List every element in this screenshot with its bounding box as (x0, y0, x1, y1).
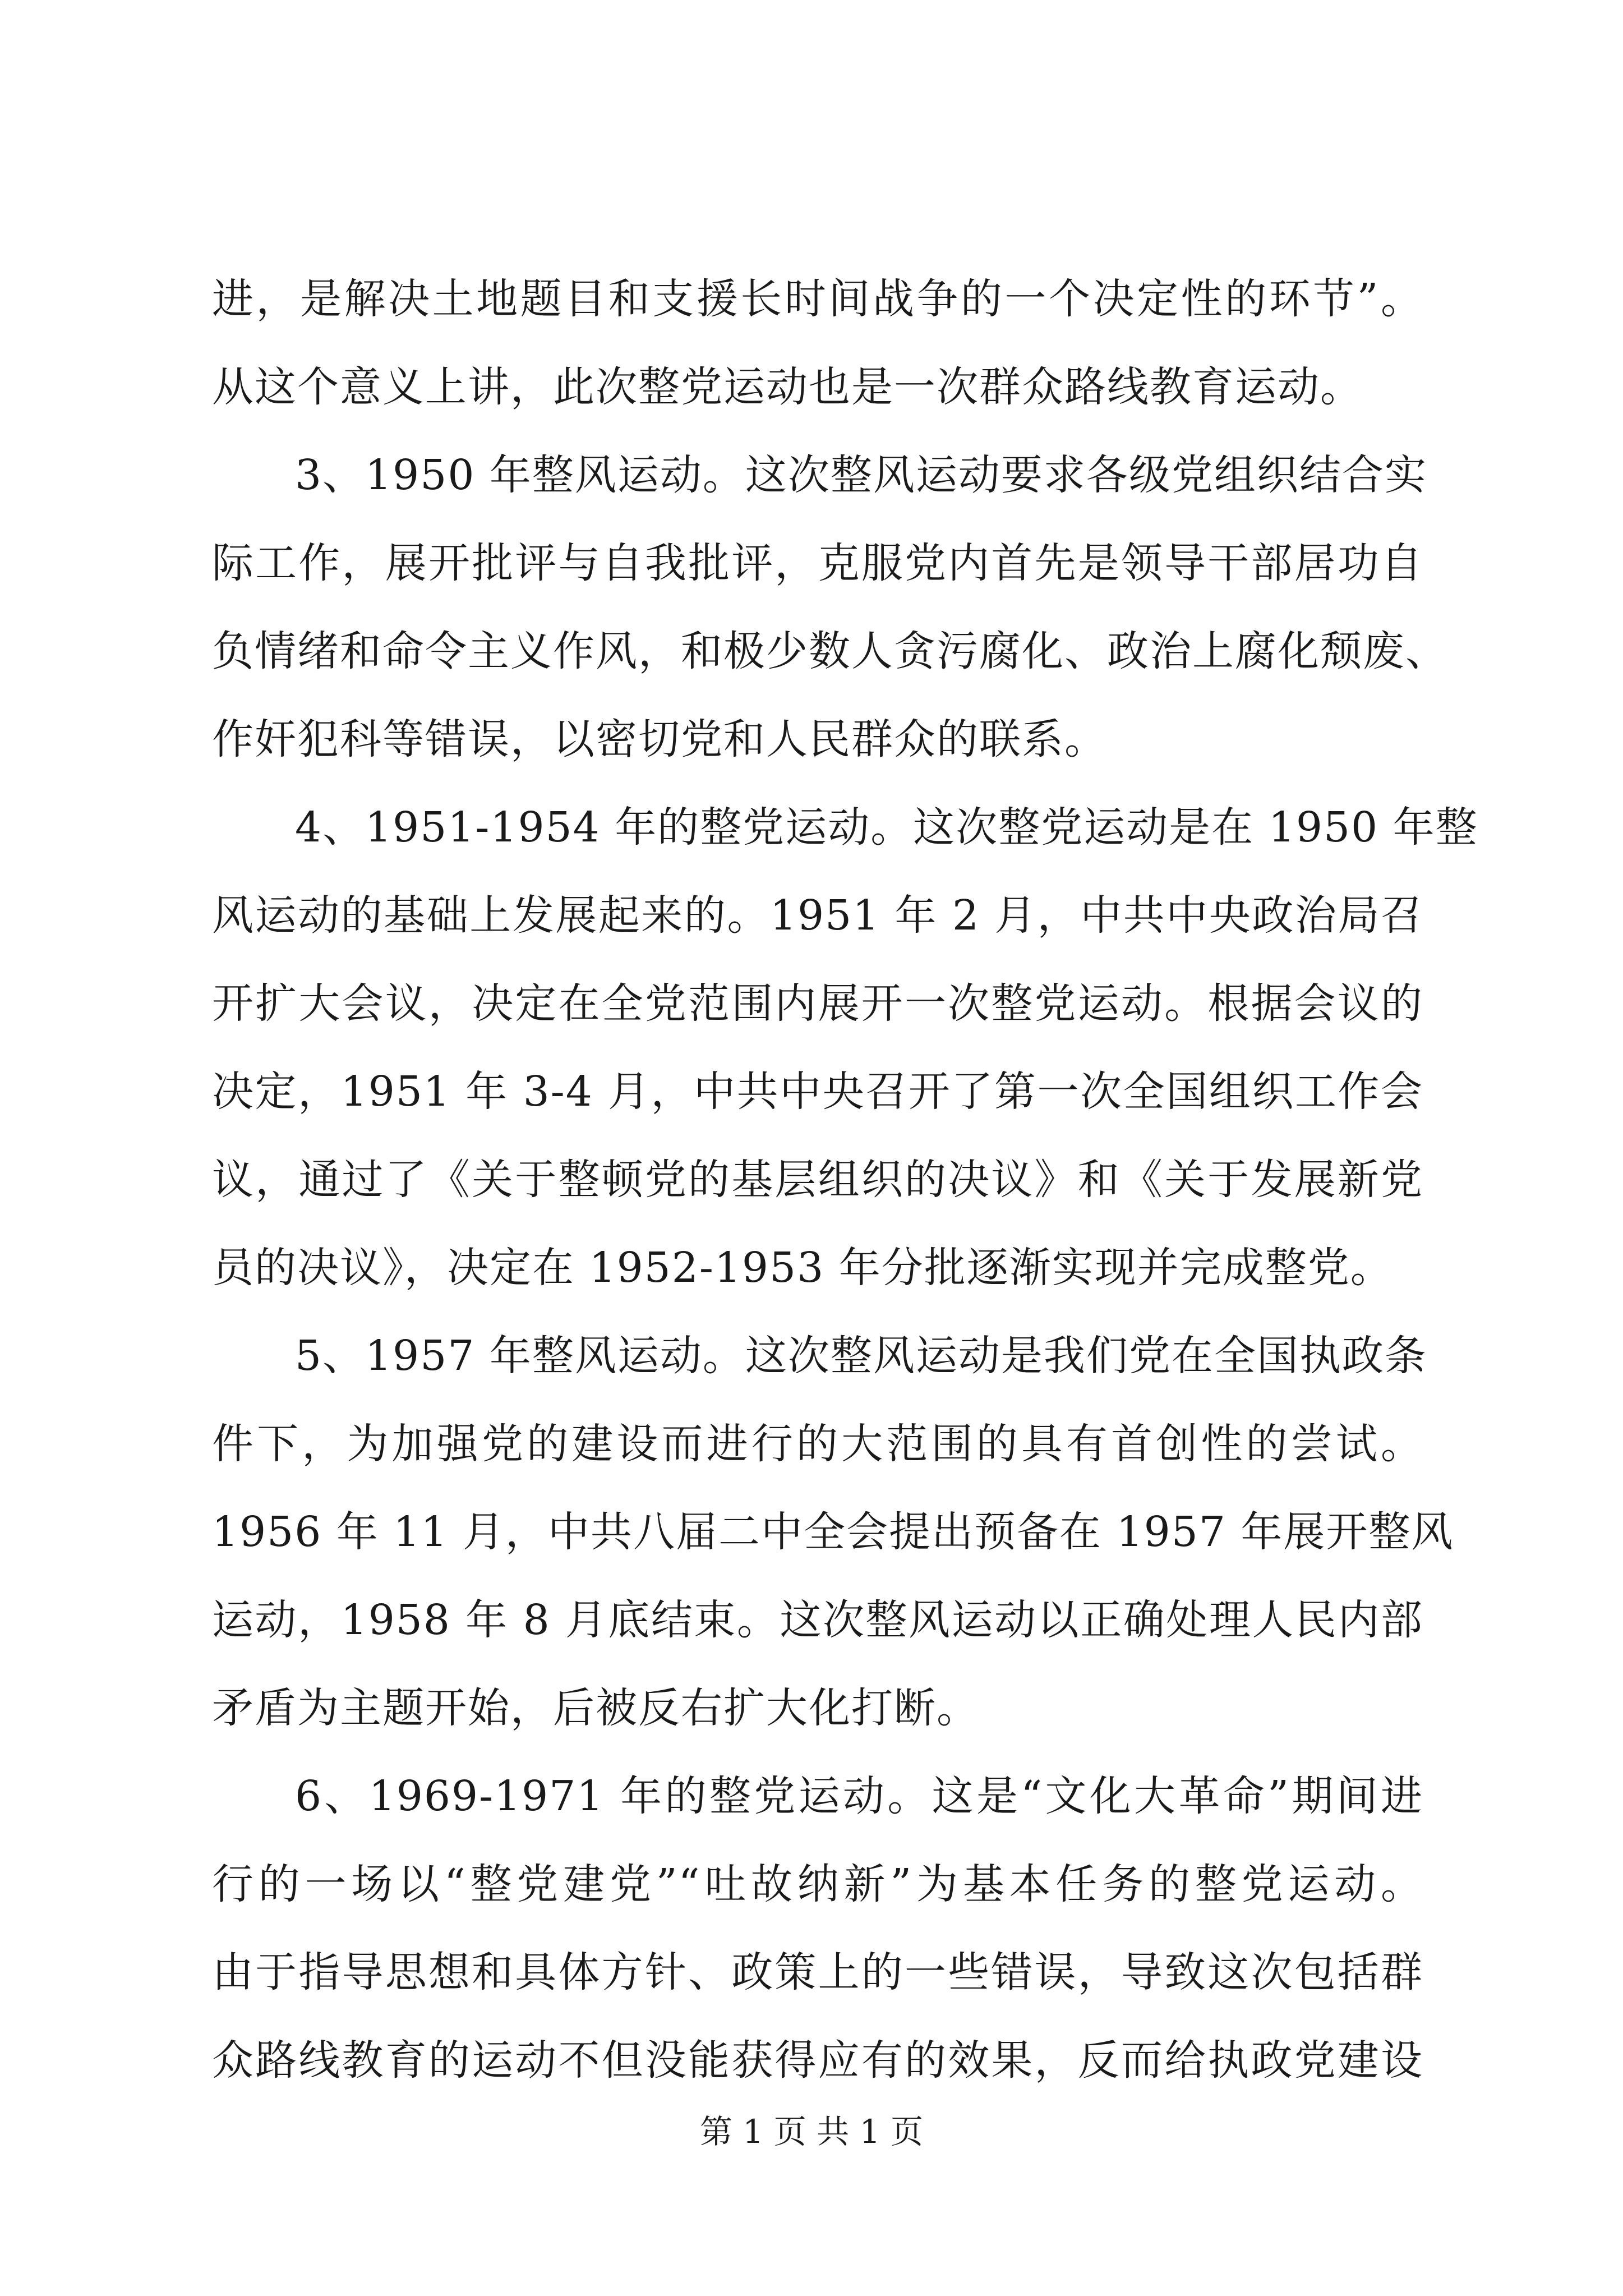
text-line-17: 矛盾为主题开始，后被反右扩大化打断。 (212, 1684, 979, 1732)
text-line-12: 员的决议》，决定在 1952-1953 年分批逐渐实现并完成整党。 (212, 1244, 1393, 1292)
text-line-5: 负情绪和命令主义作风，和极少数人贪污腐化、政治上腐化颓废、 (212, 627, 1448, 675)
text-line-14: 件下，为加强党的建设而进行的大范围的具有首创性的尝试。 (212, 1420, 1423, 1468)
text-line-20: 由于指导思想和具体方针、政策上的一些错误，导致这次包括群 (212, 1948, 1423, 1996)
text-line-21: 众路线教育的运动不但没能获得应有的效果，反而给执政党建设 (212, 2036, 1423, 2085)
page-footer: 第 1 页 共 1 页 (700, 2113, 923, 2151)
text-line-15: 1956 年 11 月，中共八届二中全会提出预备在 1957 年展开整风 (212, 1508, 1454, 1556)
text-line-6: 作奸犯科等错误，以密切党和人民群众的联系。 (212, 715, 1107, 763)
text-line-4: 际工作，展开批评与自我批评，克服党内首先是领导干部居功自 (212, 539, 1423, 587)
body-text (212, 255, 1478, 2105)
text-line-8: 风运动的基础上发展起来的。1951 年 2 月，中共中央政治局召 (212, 891, 1423, 940)
text-line-11: 议，通过了《关于整顿党的基层组织的决议》和《关于发展新党 (212, 1156, 1423, 1204)
text-line-3: 3、1950 年整风运动。这次整风运动要求各级党组织结合实 (295, 451, 1427, 499)
text-line-13: 5、1957 年整风运动。这次整风运动是我们党在全国执政条 (295, 1332, 1427, 1380)
text-line-18: 6、1969-1971 年的整党运动。这是“文化大革命”期间进 (295, 1772, 1423, 1820)
text-line-1: 进，是解决土地题目和支援长时间战争的一个决定性的环节”。 (212, 275, 1423, 323)
text-line-9: 开扩大会议，决定在全党范围内展开一次整党运动。根据会议的 (212, 979, 1423, 1028)
text-line-16: 运动，1958 年 8 月底结束。这次整风运动以正确处理人民内部 (212, 1596, 1423, 1644)
text-line-2: 从这个意义上讲，此次整党运动也是一次群众路线教育运动。 (212, 363, 1363, 411)
text-line-10: 决定，1951 年 3-4 月，中共中央召开了第一次全国组织工作会 (212, 1068, 1423, 1116)
text-line-7: 4、1951-1954 年的整党运动。这次整党运动是在 1950 年整 (295, 803, 1478, 852)
text-line-19: 行的一场以“整党建党”“吐故纳新”为基本任务的整党运动。 (212, 1860, 1423, 1908)
